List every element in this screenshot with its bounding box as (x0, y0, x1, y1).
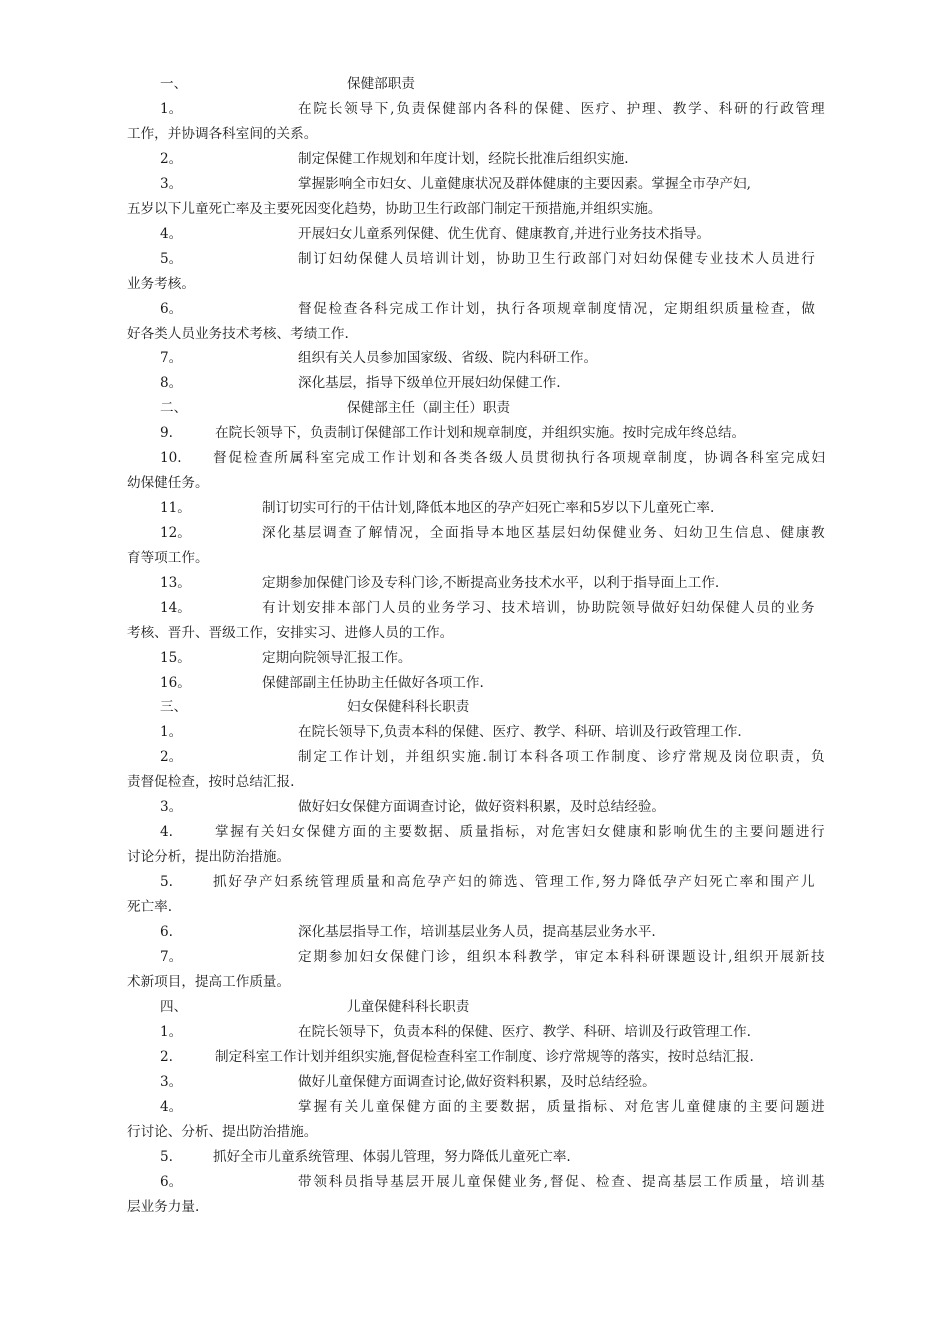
item-number: 10. (160, 450, 182, 466)
item-text-continued: 死亡率. (127, 899, 173, 915)
item-number: 7。 (160, 949, 183, 965)
item-number: 4. (160, 824, 173, 840)
section-heading (127, 72, 827, 97)
item-number: 3。 (160, 1074, 183, 1090)
item-number: 5。 (160, 251, 183, 267)
list-item (127, 671, 827, 696)
item-continuation (127, 845, 827, 870)
item-number: 6. (160, 924, 173, 940)
list-item (127, 172, 827, 197)
item-continuation (127, 471, 827, 496)
item-text-continued: 讨论分析，提出防治措施。 (127, 849, 291, 865)
item-text: 带 领 科 员 指 导 基 层 开 展 儿 童 保 健 业 务 , 督 促 、 检 查 、 提 高 基 层 工 作 质 量 ， 培 训 基 (298, 1174, 825, 1190)
list-item (127, 421, 827, 446)
item-continuation (127, 272, 827, 297)
item-continuation (127, 122, 827, 147)
item-number: 1。 (160, 1024, 183, 1040)
item-text: 定期向院领导汇报工作。 (262, 650, 412, 666)
item-number: 11。 (160, 500, 191, 516)
list-item (127, 371, 827, 396)
item-number: 1。 (160, 724, 183, 740)
item-number: 3。 (160, 176, 183, 192)
item-continuation (127, 197, 827, 222)
item-continuation (127, 546, 827, 571)
item-text: 制定保健工作规划和年度计划，经院长批准后组织实施. (298, 151, 629, 167)
item-number: 6。 (160, 1174, 183, 1190)
item-text: 制 订 妇 幼 保 健 人 员 培 训 计 划 ， 协 助 卫 生 行 政 部 门 对 妇 幼 保 健 专 业 技 术 人 员 进 行 (298, 251, 815, 267)
list-item (127, 446, 827, 471)
list-item (127, 870, 827, 895)
list-item (127, 720, 827, 745)
item-number: 5. (160, 874, 173, 890)
item-text: 抓 好 孕 产 妇 系 统 管 理 质 量 和 高 危 孕 产 妇 的 筛 选 、 管 理 工 作 , 努 力 降 低 孕 产 妇 死 亡 率 和 围 产 儿 (213, 874, 815, 890)
list-item (127, 1095, 827, 1120)
list-item (127, 521, 827, 546)
list-item (127, 745, 827, 770)
item-text-continued: 考核、晋升、晋级工作，安排实习、进修人员的工作。 (127, 625, 454, 641)
item-text: 保健部副主任协助主任做好各项工作. (262, 675, 484, 691)
item-text-continued: 术新项目，提高工作质量。 (127, 974, 291, 990)
item-number: 1。 (160, 101, 183, 117)
list-item (127, 795, 827, 820)
item-text-continued: 好各类人员业务技术考核、考绩工作. (127, 326, 349, 342)
item-number: 6。 (160, 301, 183, 317)
item-text: 在院长领导下，负责本科的保健、医疗、教学、科研、培训及行政管理工作. (298, 1024, 751, 1040)
item-continuation (127, 1195, 827, 1220)
item-text: 制 定 工 作 计 划 ， 并 组 织 实 施 . 制 订 本 科 各 项 工 作 制 度 、 诊 疗 常 规 及 岗 位 职 责 ， 负 (298, 749, 825, 765)
item-text: 做好儿童保健方面调查讨论,做好资料积累，及时总结经验。 (298, 1074, 656, 1090)
item-text: 深 化 基 层 调 查 了 解 情 况 ， 全 面 指 导 本 地 区 基 层 妇 幼 保 健 业 务 、 妇 幼 卫 生 信 息 、 健 康 教 (262, 525, 825, 541)
item-text: 在院长领导下，负责制订保健部工作计划和规章制度，并组织实施。按时完成年终总结。 (215, 425, 746, 441)
list-item (127, 1145, 827, 1170)
item-number: 2. (160, 1049, 173, 1065)
item-text-continued: 业务考核。 (127, 276, 195, 292)
section-title: 保健部职责 (347, 76, 415, 92)
item-text: 制定科室工作计划并组织实施,督促检查科室工作制度、诊疗常规等的落实，按时总结汇报. (215, 1049, 754, 1065)
item-number: 9. (160, 425, 173, 441)
item-number: 2。 (160, 151, 183, 167)
item-text: 有 计 划 安 排 本 部 门 人 员 的 业 务 学 习 、 技 术 培 训 ， 协 助 院 领 导 做 好 妇 幼 保 健 人 员 的 业 务 (262, 600, 815, 616)
item-text-continued: 行讨论、分析、提出防治措施。 (127, 1124, 318, 1140)
section-heading (127, 695, 827, 720)
list-item (127, 222, 827, 247)
section-title: 妇女保健科科长职责 (347, 699, 470, 715)
section-heading (127, 396, 827, 421)
list-item (127, 97, 827, 122)
item-number: 12。 (160, 525, 191, 541)
section-number: 四、 (160, 999, 188, 1015)
item-number: 4。 (160, 1099, 183, 1115)
list-item (127, 1020, 827, 1045)
list-item (127, 346, 827, 371)
item-continuation (127, 895, 827, 920)
item-text: 抓好全市儿童系统管理、体弱儿管理，努力降低儿童死亡率. (213, 1149, 571, 1165)
section-number: 一、 (160, 76, 188, 92)
item-text: 组织有关人员参加国家级、省级、院内科研工作。 (298, 350, 598, 366)
item-text-continued: 责督促检查，按时总结汇报. (127, 774, 295, 790)
item-number: 4。 (160, 226, 183, 242)
item-text: 掌 握 有 关 儿 童 保 健 方 面 的 主 要 数 据 ， 质 量 指 标 、 对 危 害 儿 童 健 康 的 主 要 问 题 进 (298, 1099, 825, 1115)
item-number: 7。 (160, 350, 183, 366)
item-continuation (127, 970, 827, 995)
item-text: 做好妇女保健方面调查讨论，做好资料积累，及时总结经验。 (298, 799, 666, 815)
list-item (127, 596, 827, 621)
item-text: 掌握影响全市妇女、儿童健康状况及群体健康的主要因素。掌握全市孕产妇, (298, 176, 751, 192)
item-text-continued: 五岁以下儿童死亡率及主要死因变化趋势，协助卫生行政部门制定干预措施,并组织实施。 (127, 201, 662, 217)
item-text: 制订切实可行的干估计划,降低本地区的孕产妇死亡率和5岁以下儿童死亡率. (262, 500, 715, 516)
list-item (127, 945, 827, 970)
item-number: 3。 (160, 799, 183, 815)
list-item (127, 1045, 827, 1070)
list-item (127, 496, 827, 521)
list-item (127, 646, 827, 671)
item-text: 定 期 参 加 妇 女 保 健 门 诊 ， 组 织 本 科 教 学 ， 审 定 本 科 科 研 课 题 设 计 , 组 织 开 展 新 技 (298, 949, 825, 965)
item-text-continued: 工作，并协调各科室间的关系。 (127, 126, 318, 142)
item-text: 开展妇女儿童系列保健、优生优育、健康教育,并进行业务技术指导。 (298, 226, 711, 242)
item-number: 5. (160, 1149, 173, 1165)
item-number: 14。 (160, 600, 191, 616)
item-continuation (127, 621, 827, 646)
item-text: 定期参加保健门诊及专科门诊,不断提高业务技术水平，以利于指导面上工作. (262, 575, 720, 591)
item-continuation (127, 1120, 827, 1145)
section-number: 三、 (160, 699, 188, 715)
item-number: 2。 (160, 749, 183, 765)
item-text-continued: 育等项工作。 (127, 550, 209, 566)
item-continuation (127, 770, 827, 795)
list-item (127, 820, 827, 845)
section-heading (127, 995, 827, 1020)
section-number: 二、 (160, 400, 188, 416)
item-text-continued: 层业务力量. (127, 1199, 200, 1215)
item-text-continued: 幼保健任务。 (127, 475, 209, 491)
item-number: 13。 (160, 575, 191, 591)
list-item (127, 571, 827, 596)
item-number: 8。 (160, 375, 183, 391)
section-title: 保健部主任（副主任）职责 (347, 400, 511, 416)
item-text: 督 促 检 查 各 科 完 成 工 作 计 划 ， 执 行 各 项 规 章 制 度 情 况 ， 定 期 组 织 质 量 检 查 ， 做 (298, 301, 815, 317)
item-text: 深化基层，指导下级单位开展妇幼保健工作. (298, 375, 561, 391)
item-number: 15。 (160, 650, 191, 666)
item-number: 16。 (160, 675, 191, 691)
list-item (127, 920, 827, 945)
list-item (127, 1070, 827, 1095)
list-item (127, 147, 827, 172)
item-text: 深化基层指导工作，培训基层业务人员，提高基层业务水平. (298, 924, 656, 940)
item-text: 掌 握 有 关 妇 女 保 健 方 面 的 主 要 数 据 、 质 量 指 标 ， 对 危 害 妇 女 健 康 和 影 响 优 生 的 主 要 问 题 进 行 (215, 824, 825, 840)
list-item (127, 247, 827, 272)
item-text: 督 促 检 查 所 属 科 室 完 成 工 作 计 划 和 各 类 各 级 人 员 贯 彻 执 行 各 项 规 章 制 度 ， 协 调 各 科 室 完 成 妇 (213, 450, 825, 466)
list-item (127, 297, 827, 322)
item-text: 在 院 长 领 导 下 , 负 责 保 健 部 内 各 科 的 保 健 、 医 疗 、 护 理 、 教 学 、 科 研 的 行 政 管 理 (298, 101, 825, 117)
section-title: 儿童保健科科长职责 (347, 999, 470, 1015)
item-continuation (127, 322, 827, 347)
item-text: 在院长领导下,负责本科的保健、医疗、教学、科研、培训及行政管理工作. (298, 724, 742, 740)
list-item (127, 1170, 827, 1195)
